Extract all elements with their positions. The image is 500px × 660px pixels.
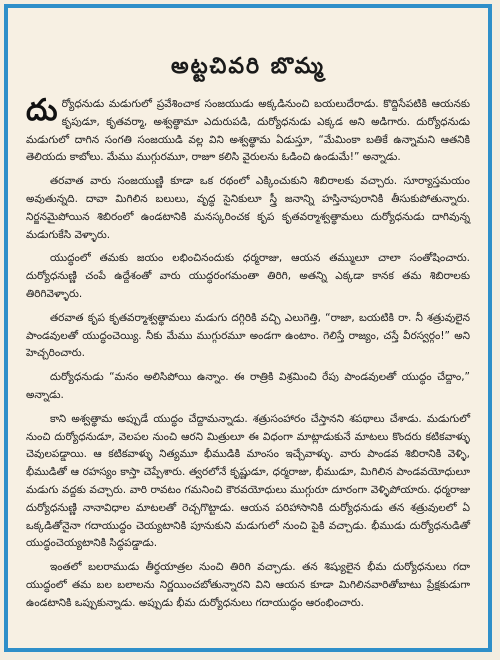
paragraph-4: తరవాత కృప కృతవర్మాశ్వత్థామలు మడుగు దగ్గిరికి వచ్చి ఎలుగెత్తి, “రాజా, బయటికి రా. నీ శత్రువులైన పాండవులతో యుద్ధంచెయ్యి. నీకు మేము ముగ్గురమూ అండగా ఉంటాం. గెలిస్తే రాజ్యం, చస్తే వీరస్వర్గం!” అని హెచ్చరించారు. bbox=[26, 311, 470, 360]
paragraph-6: కాని అశ్వత్థామ అప్పుడే యుద్ధం చేద్దామన్నాడు. శత్రుసంహారం చేస్తానని శపథాలు చేశాడు. మడుగులో నుంచి దుర్యోధనుడూ, వెలపల నుంచి ఆరని మిత్రులూ ఈ విధంగా మాట్లాడుకునే మాటలు కొందరు కటికవాళ్ళు చెవులపడ్డాయి. ఆ కటికవాళ్ళు నిత్యమూ భీముడికి మాంసం ఇచ్చేవాళ్ళు. వారు పాండవ శిబిరానికి వెళ్ళి, భీముడితో ఆ రహస్యం కాస్తా చెప్పేశారు. త్వరలోనే కృష్ణుడూ, ధర్మరాజు, భీముడూ, మిగిలిన పాండవయోధులూ మడుగు వద్దకు వచ్చారు. వారి రావటం గమనించి కౌరవయోధులు ముగ్గురూ దూరంగా వెళ్ళిపోయారు. ధర్మరాజు దుర్యోధనుణ్ణి నానావిధాల మాటలతో రెచ్చగొట్టాడు. ఆయన పరిహాసానికి దుర్యోధనుడు తన శత్రువులలో ఏ ఒక్కడితోనైనా గదాయుద్ధం చెయ్యటానికి పూనుకుని మడుగులో నుంచి పైకి వచ్చాడు. భీముడు దుర్యోధనుడితో యుద్ధంచెయ్యటానికి సిద్ధపడ్డాడు. bbox=[26, 412, 470, 550]
paragraph-2: తరవాత వారు సంజయుణ్ణి కూడా ఒక రథంలో ఎక్కించుకుని శిబిరాలకు వచ్చారు. సూర్యాస్తమయం అవుతున్నది. దావా మిగిలిన బలులు, వృద్ధ సైనికులూ స్త్రీ జనాన్ని హస్తినాపురానికి తీసుకుపోతున్నారు. నిర్జనమైపోయిన శిబిరంలో ఉండటానికి మనస్కరించక కృప కృతవర్మాశ్వత్థామలు దుర్యోధనుడు దాగివున్న మడుగుకేసి వెళ్ళారు. bbox=[26, 175, 470, 241]
page-content bbox=[26, 24, 470, 636]
paragraph-7: ఇంతలో బలరాముడు తీర్థయాత్రల నుంచి తిరిగి వచ్చాడు. తన శిష్యులైన భీమ దుర్యోధనులు గదా యుద్ధంలో తమ బల బలాలను నిర్ణయించబోతున్నారని విని ఆయన కూడా మిగిలినవారితోబాటు ప్రేక్షకుడుగా ఉండటానికి ఒప్పుకున్నాడు. అప్పుడు భీమ దుర్యోధనులు గదాయుద్ధం ఆరంభించారు. bbox=[26, 561, 470, 609]
paragraph-1-text: ర్యోధనుడు మడుగులో ప్రవేశించాక సంజయుడు అక్కడినుంచి బయలుదేరాడు. కొద్దిసేపటికి ఆయనకు కృపుడూ, కృతవర్మా, అశ్వత్థామా ఎదురుపడి, దుర్యోధనుడు ఎక్కడ అని అడిగారు. దుర్యోధనుడు మడుగులో దాగిన సంగతి సంజయుడి వల్ల విని అశ్వత్థామ ఏడుస్తూ, “మేమింకా బతికే ఉన్నామని ఆతనికి తెలియదు కాబోలు. మేము ముగ్గురమూ, రాజూ కలిసి వైరులను ఓడించి ఉండుమే!” అన్నాడు. bbox=[26, 98, 470, 164]
paragraph-1 bbox=[26, 93, 470, 167]
paragraph-5: దుర్యోధనుడు “మనం అలిసిపోయి ఉన్నాం. ఈ రాత్రికి విశ్రమించి రేపు పాండవులతో యుద్ధం చేద్దాం,” అన్నాడు. bbox=[26, 371, 470, 401]
paragraph-3: యుద్ధంలో తమకు జయం లభించినందుకు ధర్మరాజు, ఆయన తమ్ములూ చాలా సంతోషించారు. దుర్యోధనుణ్ణి చంపే ఉద్దేశంతో వారు యుద్ధరంగమంతా తిరిగి, అతన్ని ఎక్కడా కానక తమ శిబిరాలకు తిరిగివెళ్ళారు. bbox=[26, 252, 470, 300]
drop-cap: దు bbox=[26, 93, 58, 128]
page-border bbox=[4, 4, 492, 652]
page-title: అట్టచివరి బొమ్మ bbox=[170, 54, 326, 79]
